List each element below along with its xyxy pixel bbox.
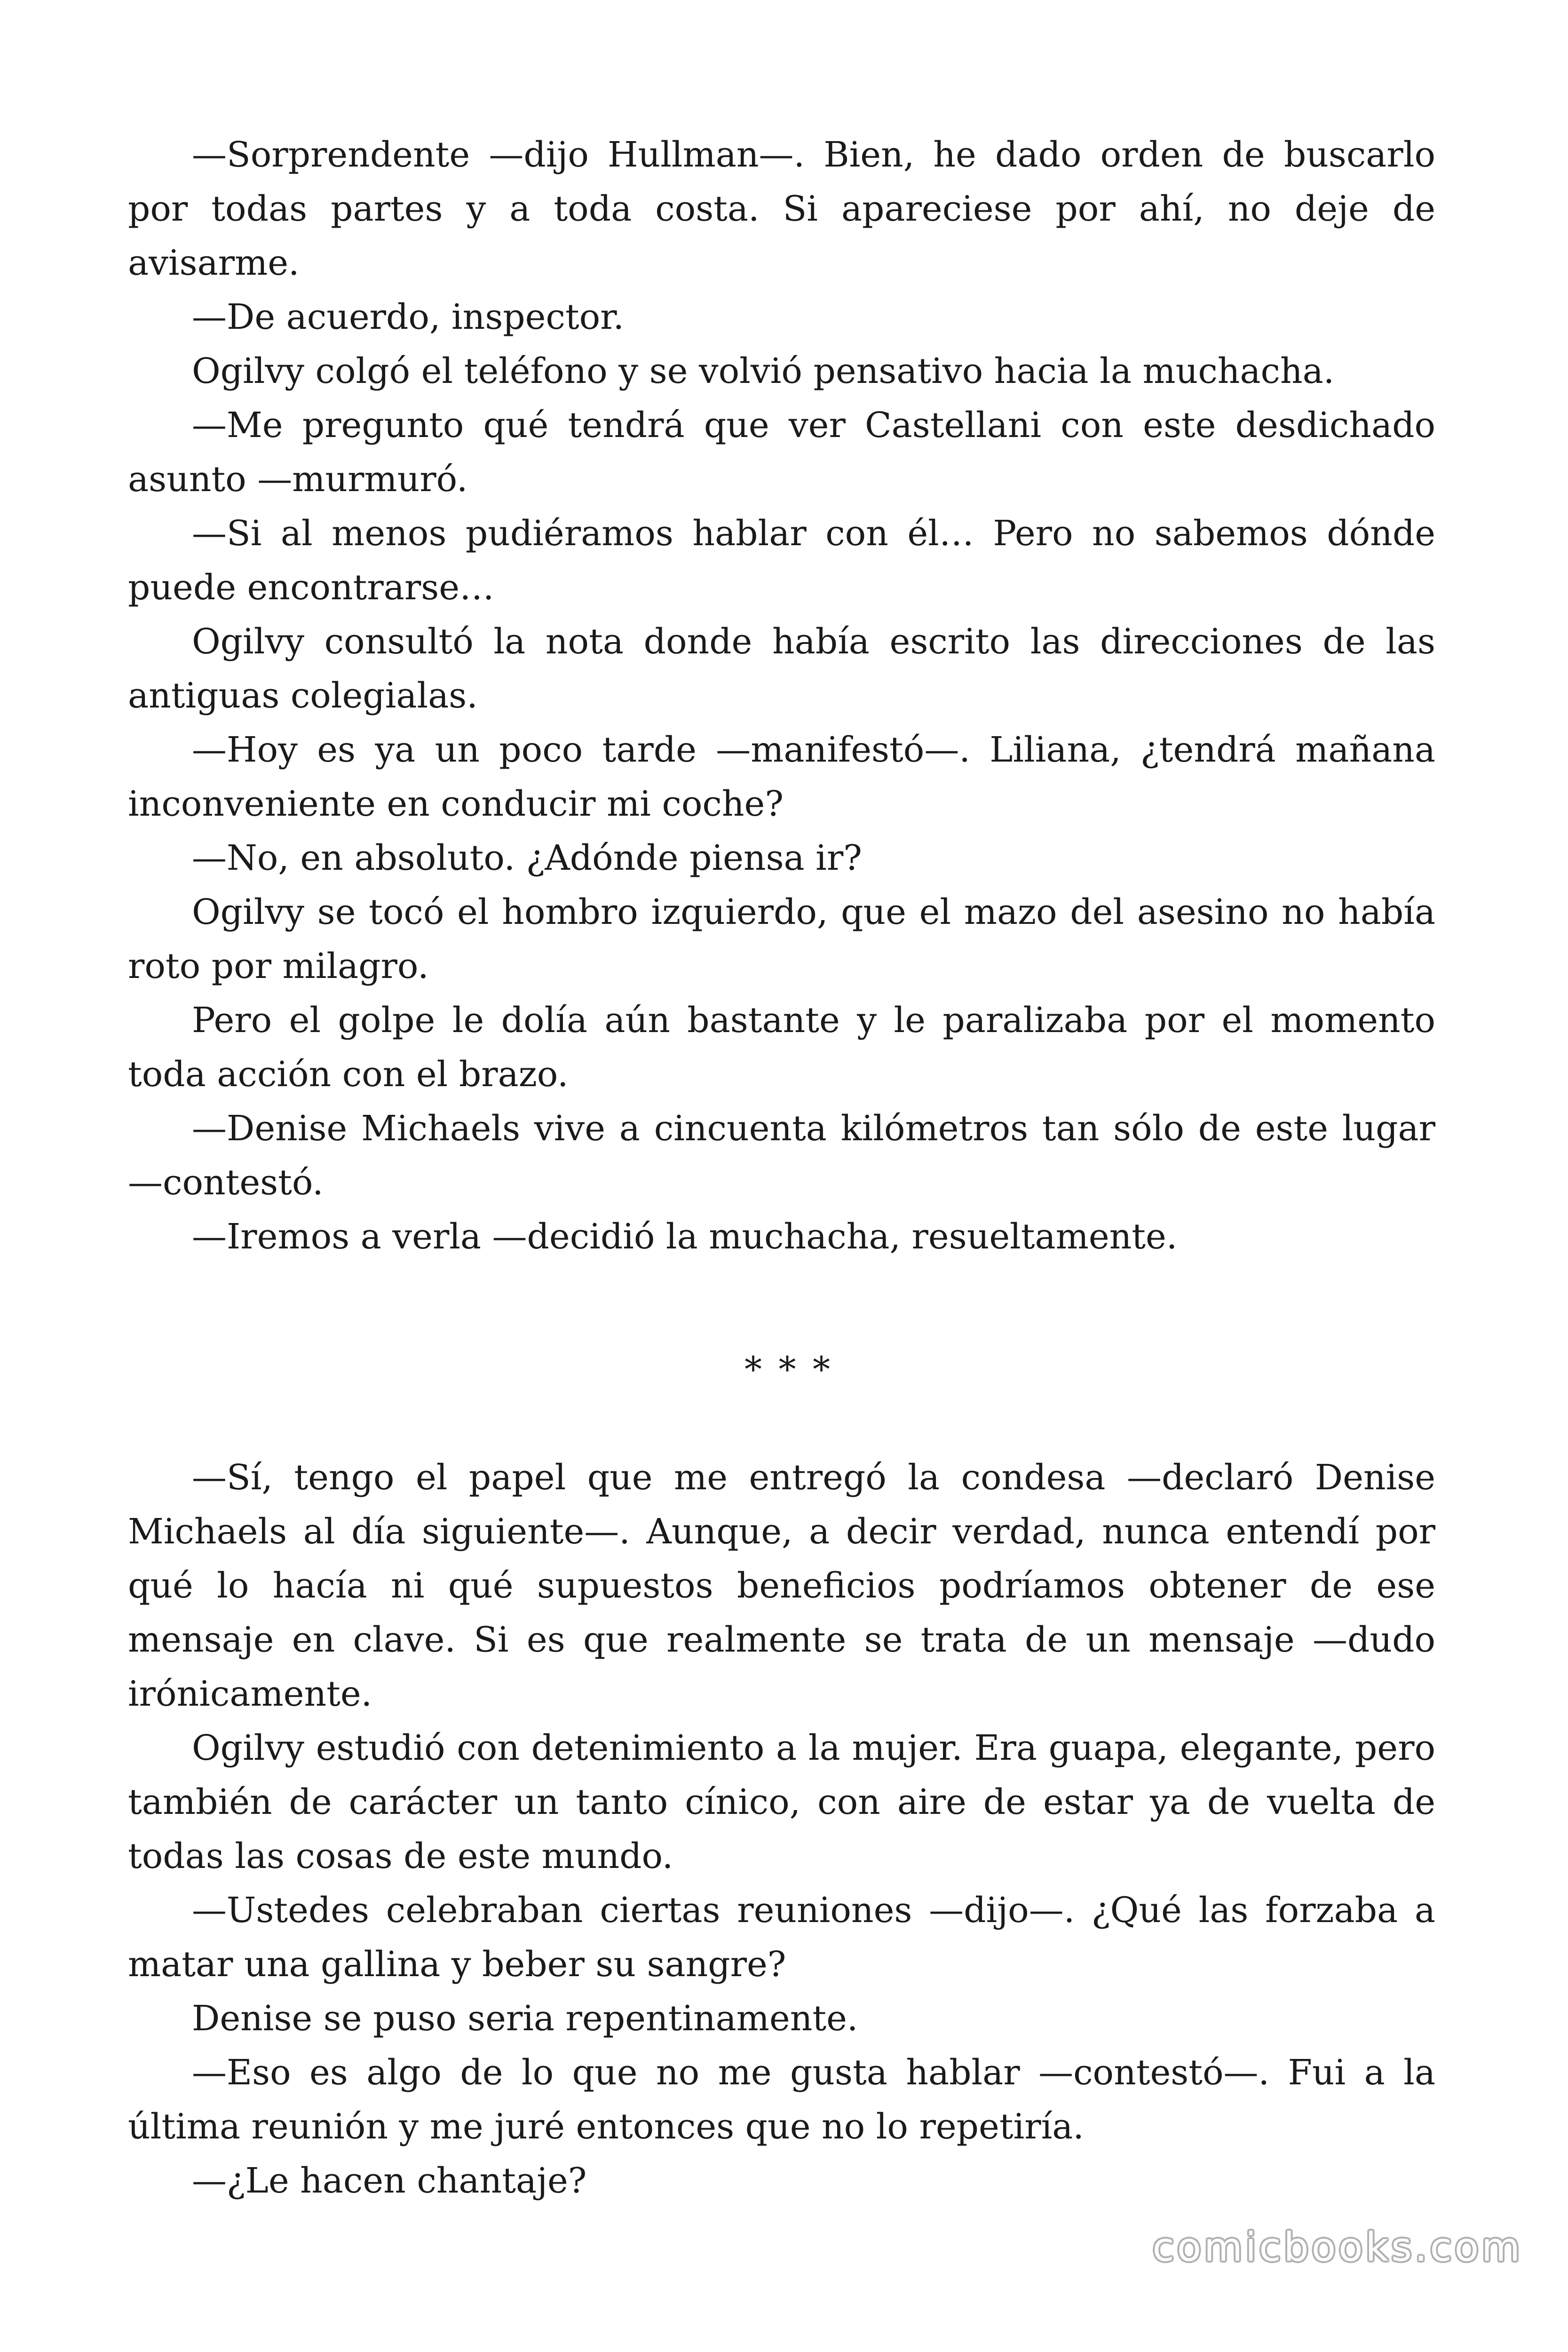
paragraph: Ogilvy consultó la nota donde había escrito las direcciones de las antiguas colegialas. xyxy=(128,621,1435,716)
paragraph: —¿Le hacen chantaje? xyxy=(192,2161,587,2201)
paragraph: —Si al menos pudiéramos hablar con él… Pero no sabemos dónde puede encontrarse… xyxy=(128,513,1435,608)
paragraph: —Sí, tengo el papel que me entregó la condesa —declaró Denise Michaels al día siguiente—. Aunque, a decir verdad, nunca entendí por qué lo hacía ni qué supuestos beneficios podríamos obtener de ese mensaje en clave. Si es que realmente se trata de un mensaje —dudo irónicamente. xyxy=(128,1457,1435,1714)
paragraph: Pero el golpe le dolía aún bastante y le paralizaba por el momento toda acción con el brazo. xyxy=(128,1000,1435,1095)
paragraph: —Sorprendente —dijo Hullman—. Bien, he dado orden de buscarlo por todas partes y a toda costa. Si apareciese por ahí, no deje de avisarme. xyxy=(128,135,1435,283)
paragraph: —No, en absoluto. ¿Adónde piensa ir? xyxy=(192,838,862,878)
paragraph: —Eso es algo de lo que no me gusta hablar —contestó—. Fui a la última reunión y me juré entonces que no lo repetiría. xyxy=(128,2052,1435,2147)
paragraph: Ogilvy colgó el teléfono y se volvió pensativo hacia la muchacha. xyxy=(192,351,1335,391)
paragraph: —De acuerdo, inspector. xyxy=(192,297,624,337)
paragraph: Denise se puso seria repentinamente. xyxy=(192,1998,858,2039)
body-text-top xyxy=(128,128,1435,1264)
paragraph: —Hoy es ya un poco tarde —manifestó—. Liliana, ¿tendrá mañana inconveniente en conducir mi coche? xyxy=(128,730,1435,824)
paragraph: Ogilvy estudió con detenimiento a la mujer. Era guapa, elegante, pero también de carácter un tanto cínico, con aire de estar ya de vuelta de todas las cosas de este mundo. xyxy=(128,1728,1435,1876)
paragraph: —Ustedes celebraban ciertas reuniones —dijo—. ¿Qué las forzaba a matar una gallina y beber su sangre? xyxy=(128,1890,1435,1985)
paragraph: —Iremos a verla —decidió la muchacha, resueltamente. xyxy=(192,1216,1178,1257)
paragraph: —Denise Michaels vive a cincuenta kilómetros tan sólo de este lugar —contestó. xyxy=(128,1108,1435,1203)
paragraph: Ogilvy se tocó el hombro izquierdo, que el mazo del asesino no había roto por milagro. xyxy=(128,892,1435,986)
body-text-bottom xyxy=(128,1451,1435,2208)
section-separator: * * * xyxy=(744,1350,833,1390)
watermark: comicbooks.com xyxy=(1152,2224,1523,2270)
paragraph: —Me pregunto qué tendrá que ver Castellani con este desdichado asunto —murmuró. xyxy=(128,405,1435,500)
